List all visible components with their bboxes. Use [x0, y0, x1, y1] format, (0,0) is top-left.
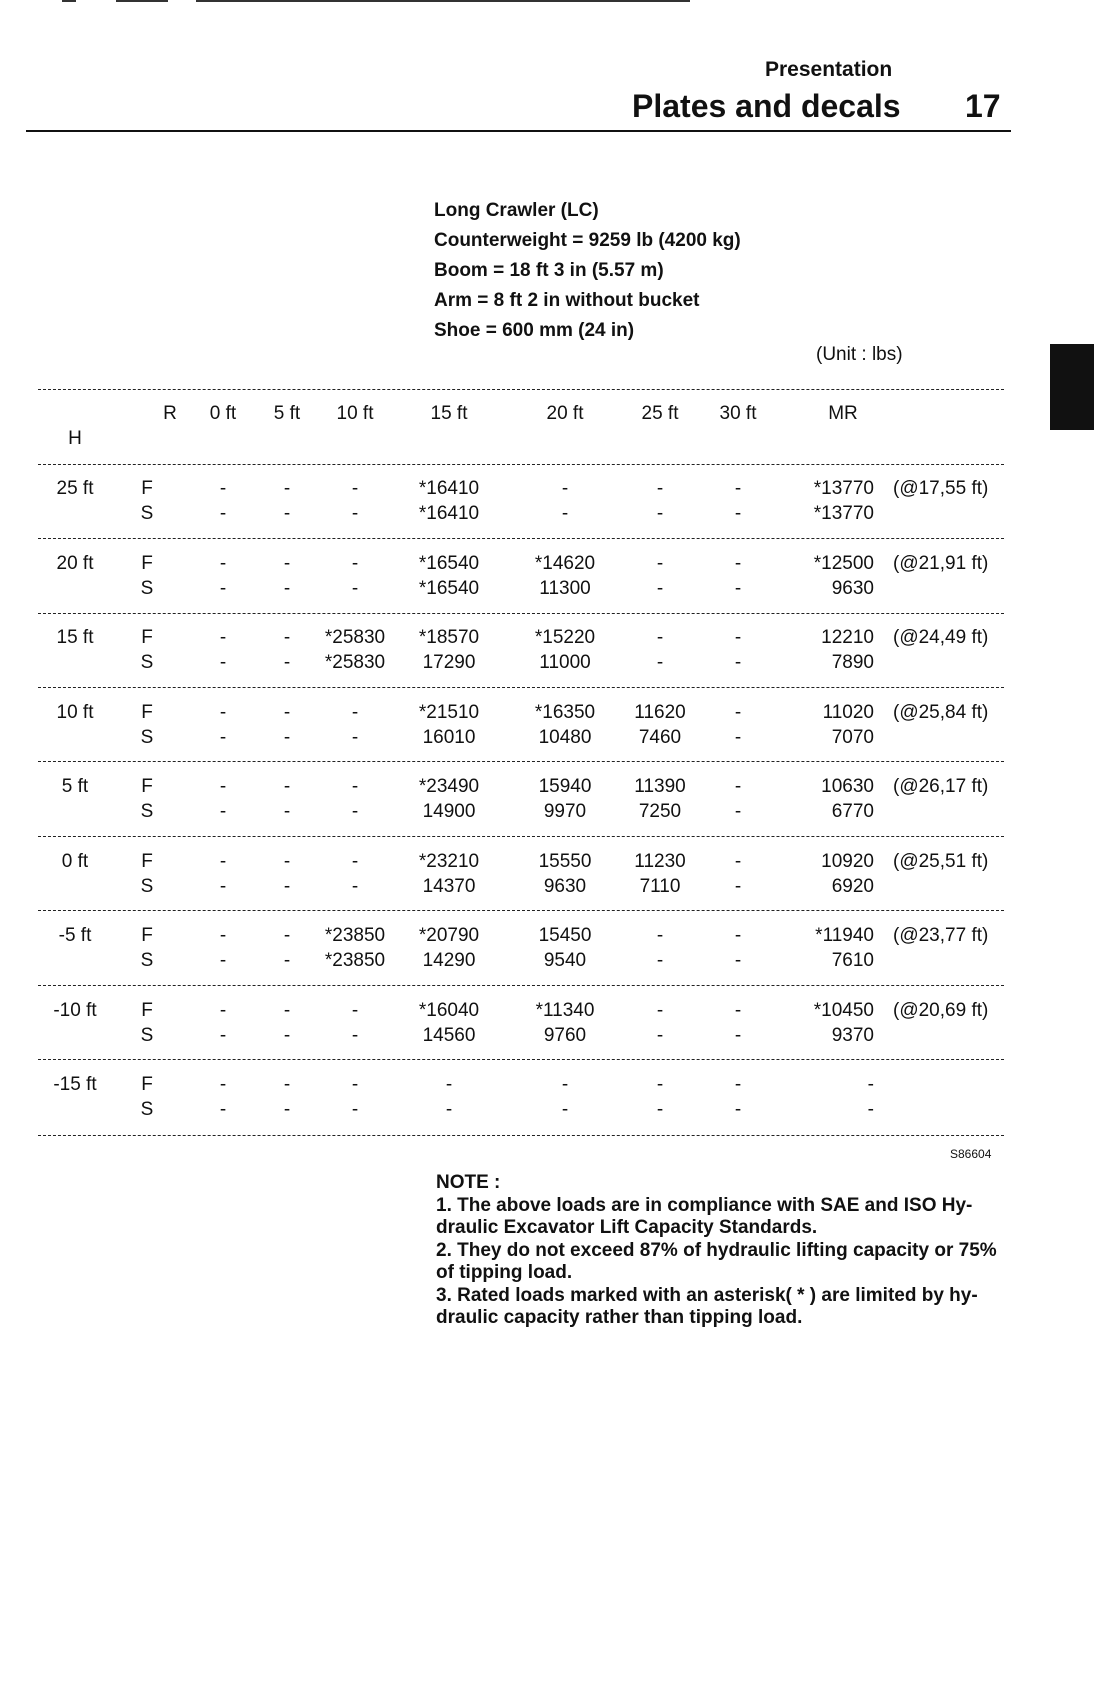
load-value: - — [219, 1099, 227, 1120]
load-value: - — [351, 552, 359, 574]
load-value: - — [283, 701, 291, 723]
load-value: - — [561, 503, 569, 524]
load-value: *11340 — [535, 999, 595, 1021]
load-value: *16350 — [534, 701, 596, 723]
load-value: - — [734, 801, 742, 822]
load-value: - — [283, 726, 291, 748]
load-value: - — [656, 552, 664, 574]
max-reach-distance: (@21,91 ft) — [893, 552, 989, 574]
column-header: 30 ft — [719, 403, 757, 424]
load-value: 7250 — [638, 801, 682, 822]
row-label-front: F — [141, 999, 153, 1021]
spec-line: Long Crawler (LC) — [434, 200, 599, 221]
load-value: - — [445, 1099, 453, 1120]
row-label-front: F — [141, 701, 153, 723]
load-value: - — [656, 1024, 664, 1046]
load-value: - — [219, 999, 227, 1021]
column-header: MR — [828, 403, 858, 424]
height-label: -5 ft — [58, 925, 92, 946]
column-header: 20 ft — [546, 403, 584, 424]
max-reach-value: 9630 — [831, 577, 874, 599]
height-label: 25 ft — [56, 478, 94, 499]
load-value: - — [219, 801, 227, 822]
load-value: - — [734, 627, 742, 648]
height-label: 20 ft — [56, 552, 94, 574]
height-label: 0 ft — [61, 850, 89, 872]
load-value: - — [656, 478, 664, 499]
table-divider — [38, 538, 1004, 539]
load-value: - — [219, 478, 227, 499]
load-value: 14560 — [422, 1024, 476, 1046]
load-value: - — [219, 950, 227, 971]
height-label: -10 ft — [53, 999, 97, 1021]
column-header: 25 ft — [641, 403, 679, 424]
load-value: - — [734, 726, 742, 748]
column-header: 5 ft — [273, 403, 301, 424]
load-value: 17290 — [422, 652, 476, 673]
row-label-side: S — [140, 875, 154, 897]
max-reach-distance: (@24,49 ft) — [893, 627, 989, 648]
height-label: 5 ft — [61, 776, 89, 797]
height-label: -15 ft — [53, 1074, 97, 1095]
max-reach-value: 11020 — [822, 701, 874, 723]
load-value: - — [656, 950, 664, 971]
load-value: 11620 — [634, 701, 686, 723]
max-reach-distance: (@25,84 ft) — [893, 701, 989, 723]
load-value: 11230 — [634, 850, 686, 872]
max-reach-value: *13770 — [813, 478, 874, 499]
load-value: - — [283, 925, 291, 946]
max-reach-value: 7610 — [831, 950, 874, 971]
load-value: - — [283, 999, 291, 1021]
load-value: 9540 — [543, 950, 587, 971]
load-value: - — [656, 577, 664, 599]
load-value: *21510 — [418, 701, 480, 723]
load-value: - — [734, 701, 742, 723]
row-label-side: S — [140, 652, 154, 673]
load-value: 11390 — [634, 776, 686, 797]
load-value: - — [219, 701, 227, 723]
load-value: - — [351, 1074, 359, 1095]
load-value: - — [734, 503, 742, 524]
load-value: - — [656, 503, 664, 524]
load-value: 11300 — [539, 577, 591, 599]
max-reach-distance: (@26,17 ft) — [893, 776, 989, 797]
load-value: - — [561, 1099, 569, 1120]
row-label-front: F — [141, 478, 153, 499]
load-value: 14290 — [422, 950, 476, 971]
load-value: 16010 — [422, 726, 476, 748]
load-value: 9760 — [543, 1024, 587, 1046]
load-value: - — [734, 1024, 742, 1046]
note-item: 2. They do not exceed 87% of hydraulic lifting capacity or 75% of tipping load. — [436, 1239, 997, 1283]
row-label-side: S — [140, 503, 154, 524]
height-label: 15 ft — [56, 627, 94, 648]
load-value: - — [283, 1099, 291, 1120]
load-value: - — [283, 552, 291, 574]
load-value: - — [219, 652, 227, 673]
load-value: - — [734, 925, 742, 946]
load-value: - — [656, 925, 664, 946]
max-reach-value: - — [867, 1099, 874, 1120]
column-header-r: R — [163, 403, 177, 424]
note-block — [436, 1172, 1016, 1330]
column-header: 0 ft — [209, 403, 237, 424]
table-divider — [38, 613, 1004, 614]
table-divider — [38, 910, 1004, 911]
table-divider — [38, 687, 1004, 688]
load-value: - — [283, 503, 291, 524]
load-value: - — [351, 850, 359, 872]
unit-label: (Unit : lbs) — [816, 344, 903, 365]
load-value: *25830 — [324, 627, 386, 648]
load-value: - — [351, 1024, 359, 1046]
load-value: 15550 — [538, 850, 592, 872]
row-label-side: S — [140, 1099, 154, 1120]
max-reach-distance: (@25,51 ft) — [893, 850, 989, 872]
row-label-front: F — [141, 552, 153, 574]
page-title: Plates and decals — [632, 88, 901, 124]
load-value: 7110 — [639, 875, 681, 897]
load-value: - — [219, 875, 227, 897]
load-value: 14370 — [422, 875, 476, 897]
load-value: - — [734, 850, 742, 872]
load-value: - — [219, 776, 227, 797]
load-value: - — [219, 627, 227, 648]
note-item: 1. The above loads are in compliance with SAE and ISO Hy-draulic Excavator Lift Capacity Standards. — [436, 1194, 973, 1238]
height-label: 10 ft — [56, 701, 94, 723]
max-reach-value: 6920 — [831, 875, 874, 897]
table-divider — [38, 1135, 1004, 1136]
row-label-front: F — [141, 1074, 153, 1095]
load-value: - — [219, 503, 227, 524]
load-value: 9630 — [543, 875, 587, 897]
note-heading: NOTE : — [436, 1172, 501, 1193]
max-reach-value: 12210 — [821, 627, 874, 648]
load-value: - — [734, 1099, 742, 1120]
load-value: - — [351, 999, 359, 1021]
load-value: 7460 — [638, 726, 682, 748]
load-value: - — [734, 950, 742, 971]
row-label-front: F — [141, 850, 153, 872]
load-value: *14620 — [534, 552, 596, 574]
load-value: - — [283, 850, 291, 872]
max-reach-distance: (@23,77 ft) — [893, 925, 989, 946]
page-number: 17 — [965, 88, 1001, 124]
load-value: *16540 — [418, 577, 480, 599]
load-value: - — [283, 1074, 291, 1095]
load-value: - — [351, 776, 359, 797]
load-value: - — [219, 1074, 227, 1095]
load-value: - — [561, 478, 569, 499]
load-value: - — [656, 652, 664, 673]
load-value: - — [283, 478, 291, 499]
table-divider — [38, 761, 1004, 762]
row-label-side: S — [140, 1024, 154, 1046]
load-value: - — [351, 875, 359, 897]
load-value: *23210 — [418, 850, 480, 872]
load-value: *23850 — [324, 950, 386, 971]
row-label-front: F — [141, 776, 153, 797]
load-value: - — [219, 850, 227, 872]
load-value: *16410 — [418, 478, 480, 499]
load-value: - — [219, 726, 227, 748]
column-header: 10 ft — [336, 403, 374, 424]
load-value: - — [734, 999, 742, 1021]
max-reach-value: *12500 — [813, 552, 874, 574]
load-value: - — [219, 925, 227, 946]
load-value: *18570 — [418, 627, 480, 648]
table-divider — [38, 985, 1004, 986]
row-label-side: S — [140, 577, 154, 599]
max-reach-distance: (@20,69 ft) — [893, 999, 989, 1021]
max-reach-value: 7890 — [831, 652, 874, 673]
load-value: - — [219, 577, 227, 599]
load-value: - — [734, 552, 742, 574]
load-value: - — [734, 1074, 742, 1095]
load-value: *16410 — [418, 503, 480, 524]
row-label-front: F — [141, 925, 153, 946]
load-value: - — [351, 478, 359, 499]
load-value: - — [351, 726, 359, 748]
load-value: - — [283, 652, 291, 673]
load-value: - — [656, 999, 664, 1021]
row-label-side: S — [140, 801, 154, 822]
max-reach-value: - — [867, 1074, 874, 1095]
load-value: 15940 — [538, 776, 592, 797]
spec-line: Counterweight = 9259 lb (4200 kg) — [434, 230, 741, 251]
load-value: 11000 — [539, 652, 591, 673]
max-reach-value: *10450 — [813, 999, 874, 1021]
load-value: - — [351, 503, 359, 524]
load-value: - — [734, 652, 742, 673]
max-reach-value: 10630 — [821, 776, 874, 797]
row-label-side: S — [140, 950, 154, 971]
load-value: - — [734, 478, 742, 499]
max-reach-distance: (@17,55 ft) — [893, 478, 989, 499]
load-value: *20790 — [418, 925, 480, 946]
load-value: *25830 — [324, 652, 386, 673]
load-value: - — [445, 1074, 453, 1095]
load-value: - — [656, 627, 664, 648]
load-value: - — [656, 1074, 664, 1095]
max-reach-value: *11940 — [815, 925, 874, 946]
load-value: - — [283, 801, 291, 822]
load-value: - — [351, 577, 359, 599]
table-divider — [38, 1059, 1004, 1060]
load-value: *16540 — [418, 552, 480, 574]
row-header-h: H — [68, 428, 82, 449]
load-value: - — [734, 776, 742, 797]
table-divider — [38, 389, 1004, 390]
load-value: *16040 — [418, 999, 480, 1021]
load-value: - — [351, 801, 359, 822]
load-value: - — [351, 1099, 359, 1120]
table-divider — [38, 836, 1004, 837]
load-value: - — [656, 1099, 664, 1120]
max-reach-value: 7070 — [831, 726, 874, 748]
table-divider — [38, 464, 1004, 465]
load-value: - — [219, 1024, 227, 1046]
max-reach-value: 9370 — [831, 1024, 874, 1046]
load-value: 15450 — [538, 925, 592, 946]
load-value: - — [283, 950, 291, 971]
row-label-front: F — [141, 627, 153, 648]
load-value: - — [283, 577, 291, 599]
load-value: *23850 — [324, 925, 386, 946]
load-value: - — [283, 875, 291, 897]
spec-line: Arm = 8 ft 2 in without bucket — [434, 290, 700, 311]
load-value: *15220 — [534, 627, 596, 648]
max-reach-value: 6770 — [831, 801, 874, 822]
row-label-side: S — [140, 726, 154, 748]
load-value: - — [351, 701, 359, 723]
max-reach-value: 10920 — [821, 850, 874, 872]
figure-code: S86604 — [950, 1147, 992, 1161]
load-value: - — [283, 776, 291, 797]
load-value: 10480 — [538, 726, 592, 748]
load-value: - — [219, 552, 227, 574]
load-value: 14900 — [422, 801, 476, 822]
max-reach-value: *13770 — [813, 503, 874, 524]
column-header: 15 ft — [430, 403, 468, 424]
load-value: - — [283, 1024, 291, 1046]
note-item: 3. Rated loads marked with an asterisk( * ) are limited by hy-draulic capacity rather than tipping load. — [436, 1284, 978, 1328]
load-value: - — [734, 875, 742, 897]
spec-line: Boom = 18 ft 3 in (5.57 m) — [434, 260, 664, 281]
load-value: *23490 — [418, 776, 480, 797]
section-label: Presentation — [765, 58, 893, 81]
load-value: - — [734, 577, 742, 599]
spec-line: Shoe = 600 mm (24 in) — [434, 320, 635, 341]
load-value: 9970 — [543, 801, 587, 822]
load-value: - — [561, 1074, 569, 1095]
load-value: - — [283, 627, 291, 648]
